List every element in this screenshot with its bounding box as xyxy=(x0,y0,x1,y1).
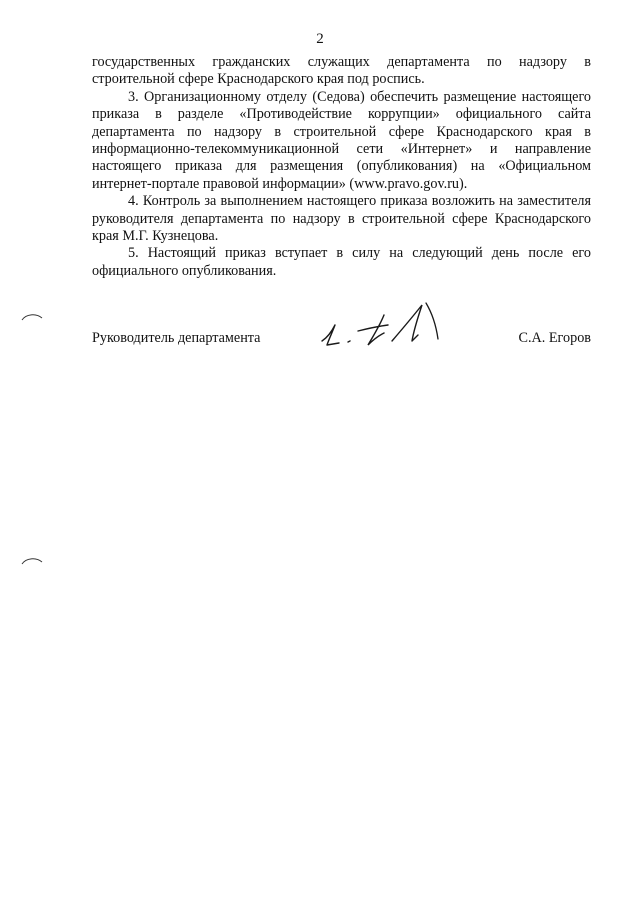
paragraph-item-4: 4. Контроль за выполнением настоящего приказа возложить на заместителя руководителя департамента по надзору в строительной сфере Краснодарского края М.Г. Кузнецова. xyxy=(92,193,591,245)
punch-hole-mark-bottom xyxy=(20,556,44,566)
punch-hole-mark-top xyxy=(20,312,44,322)
signature-block xyxy=(92,295,591,355)
page-number: 2 xyxy=(316,31,324,47)
signer-title: Руководитель департамента xyxy=(92,330,261,346)
paragraph-continuation: государственных гражданских служащих департамента по надзору в строительной сфере Краснодарского края под роспись. xyxy=(92,54,591,88)
signer-name: С.А. Егоров xyxy=(518,330,591,346)
paragraph-item-5: 5. Настоящий приказ вступает в силу на следующий день после его официального опубликования. xyxy=(92,245,591,279)
paragraph-item-3: 3. Организационному отделу (Седова) обеспечить размещение настоящего приказа в разделе «Противодействие коррупции» официального сайта департамента по надзору в строительной сфере Краснодарского края в информационно-телекоммуникационной сети «Интернет» и направление настоящего приказа для размещения (опубликования) на «Официальном интернет-портале правовой информации» (www.pravo.gov.ru). xyxy=(92,88,591,192)
handwritten-signature xyxy=(314,295,454,355)
document-body xyxy=(92,54,591,280)
